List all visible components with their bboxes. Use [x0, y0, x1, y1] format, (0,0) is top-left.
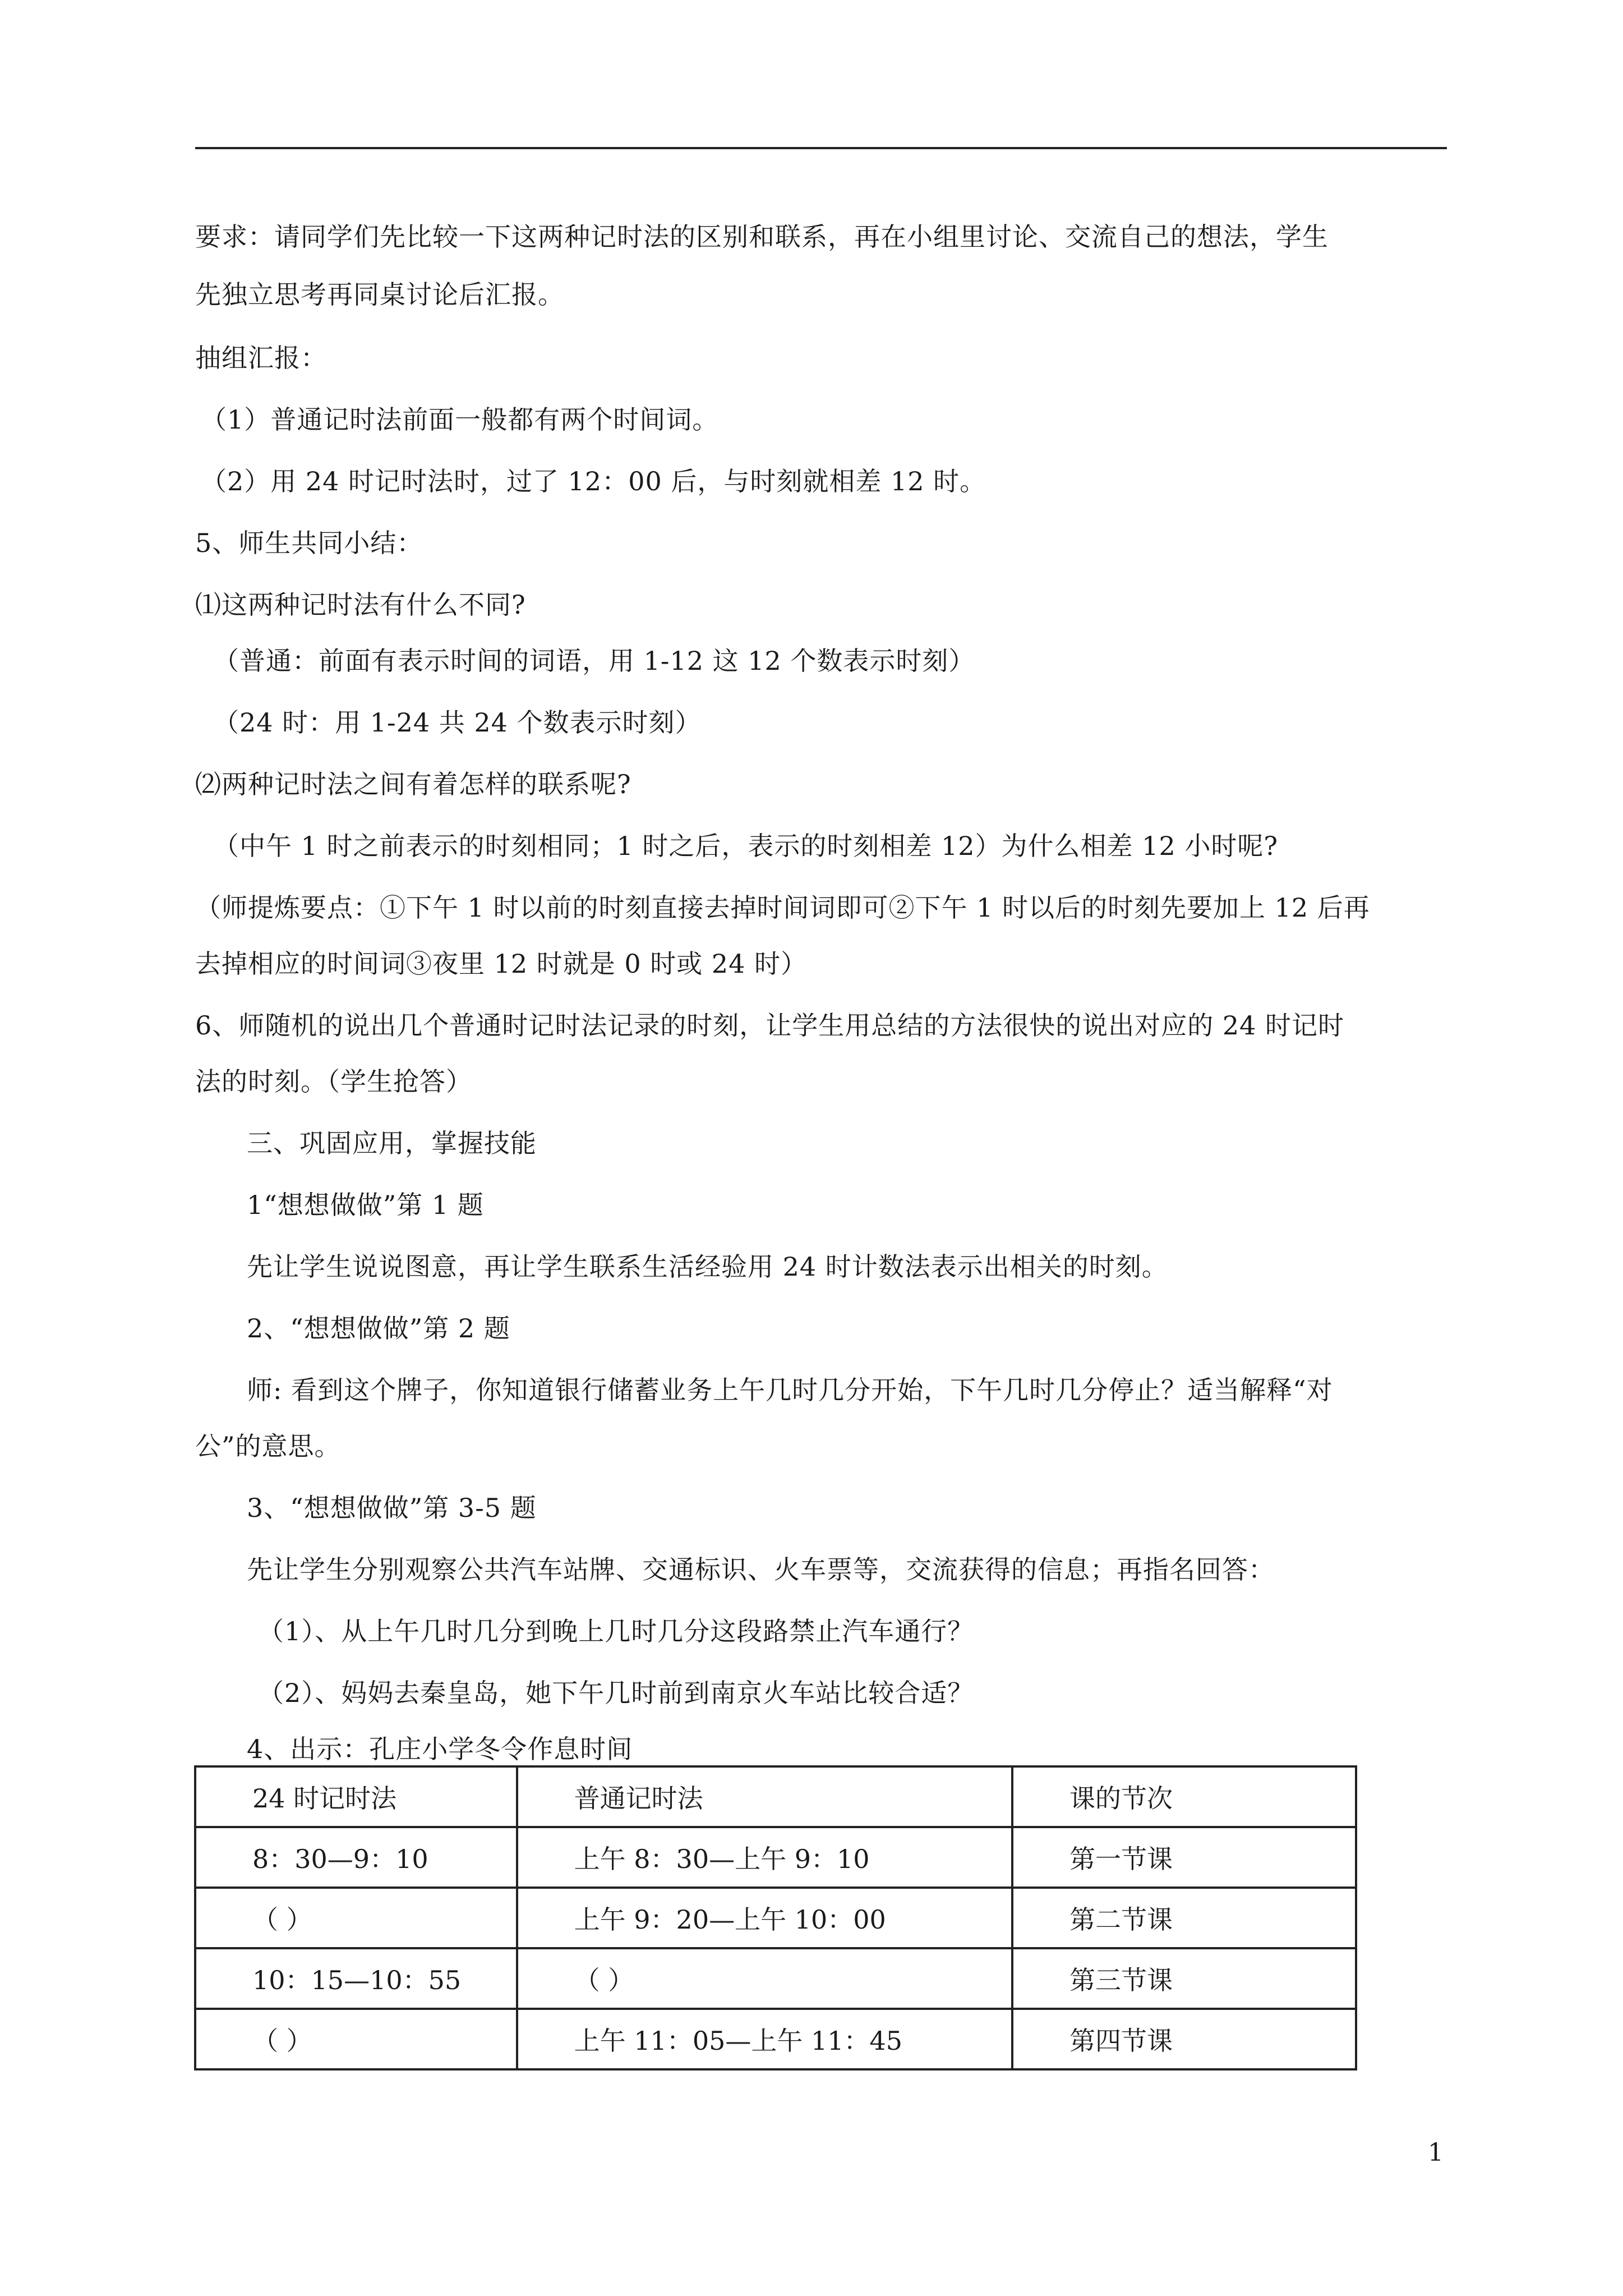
text-line: （普通：前面有表示时间的词语，用 1-12 这 12 个数表示时刻） [213, 646, 975, 676]
text-line: （1）普通记时法前面一般都有两个时间词。 [201, 404, 719, 435]
table-cell: 上午 9：20—上午 10：00 [517, 1888, 1012, 1948]
text-line: 要求：请同学们先比较一下这两种记时法的区别和联系，再在小组里讨论、交流自己的想法，学生 [195, 222, 1329, 252]
table-header-row [195, 1766, 1356, 1827]
text-line: 先独立思考再同桌讨论后汇报。 [195, 279, 564, 310]
table-cell: 10：15—10：55 [195, 1948, 517, 2009]
schedule-table [194, 1765, 1357, 2070]
text-line: （24 时：用 1-24 共 24 个数表示时刻） [213, 707, 702, 738]
text-line: 3、“想想做做”第 3-5 题 [247, 1493, 537, 1523]
table-cell-blank: （ ） [517, 1948, 1012, 2009]
table-cell: 第二节课 [1012, 1888, 1356, 1948]
text-line: （2）、妈妈去秦皇岛，她下午几时前到南京火车站比较合适？ [258, 1678, 974, 1708]
table-row [195, 1888, 1356, 1948]
table-cell-blank: （ ） [195, 1888, 517, 1948]
text-line: 2、“想想做做”第 2 题 [247, 1313, 510, 1343]
text-line: 师: 看到这个牌子，你知道银行储蓄业务上午几时几分开始，下午几时几分停止？适当解释“对 [247, 1375, 1333, 1405]
header-rule [195, 147, 1447, 149]
text-line: 去掉相应的时间词③夜里 12 时就是 0 时或 24 时） [195, 949, 808, 979]
table-row [195, 1827, 1356, 1888]
table-row [195, 1948, 1356, 2009]
text-line: 先让学生说说图意，再让学生联系生活经验用 24 时计数法表示出相关的时刻。 [247, 1251, 1168, 1282]
text-line: 先让学生分别观察公共汽车站牌、交通标识、火车票等，交流获得的信息；再指名回答： [247, 1554, 1275, 1585]
page-number: 1 [1428, 2138, 1444, 2167]
text-line: 1“想想做做”第 1 题 [247, 1190, 484, 1220]
table-cell: 8：30—9：10 [195, 1827, 517, 1888]
table-cell: 第三节课 [1012, 1948, 1356, 2009]
text-line: 6、师随机的说出几个普通时记时法记录的时刻，让学生用总结的方法很快的说出对应的 24 时记时 [195, 1010, 1345, 1041]
text-line: （1）、从上午几时几分到晚上几时几分这段路禁止汽车通行？ [258, 1616, 974, 1646]
table-header-cell: 24 时记时法 [195, 1766, 517, 1827]
text-line: 抽组汇报： [195, 343, 327, 373]
table-header-cell: 课的节次 [1012, 1766, 1356, 1827]
text-line: 法的时刻。（学生抢答） [195, 1066, 472, 1097]
text-line: ⑵两种记时法之间有着怎样的联系呢? [195, 769, 631, 799]
table-cell: 上午 11：05—上午 11：45 [517, 2009, 1012, 2069]
text-line: （2）用 24 时记时法时，过了 12：00 后，与时刻就相差 12 时。 [201, 466, 986, 496]
text-line: 4、出示：孔庄小学冬令作息时间 [247, 1734, 633, 1764]
text-line: （中午 1 时之前表示的时刻相同；1 时之后，表示的时刻相差 12）为什么相差 12 小时呢? [213, 831, 1278, 861]
text-line: ⑴这两种记时法有什么不同? [195, 590, 526, 620]
text-line: （师提炼要点：①下午 1 时以前的时刻直接去掉时间词即可②下午 1 时以后的时刻先要加上 12 后再 [195, 892, 1370, 923]
table-header-cell: 普通记时法 [517, 1766, 1012, 1827]
table-cell: 上午 8：30—上午 9：10 [517, 1827, 1012, 1888]
table-row [195, 2009, 1356, 2069]
table-cell: 第一节课 [1012, 1827, 1356, 1888]
table-cell-blank: （ ） [195, 2009, 517, 2069]
section-heading: 三、巩固应用，掌握技能 [247, 1128, 537, 1158]
text-line: 公”的意思。 [195, 1431, 341, 1461]
table-cell: 第四节课 [1012, 2009, 1356, 2069]
text-line: 5、师生共同小结： [195, 528, 423, 558]
